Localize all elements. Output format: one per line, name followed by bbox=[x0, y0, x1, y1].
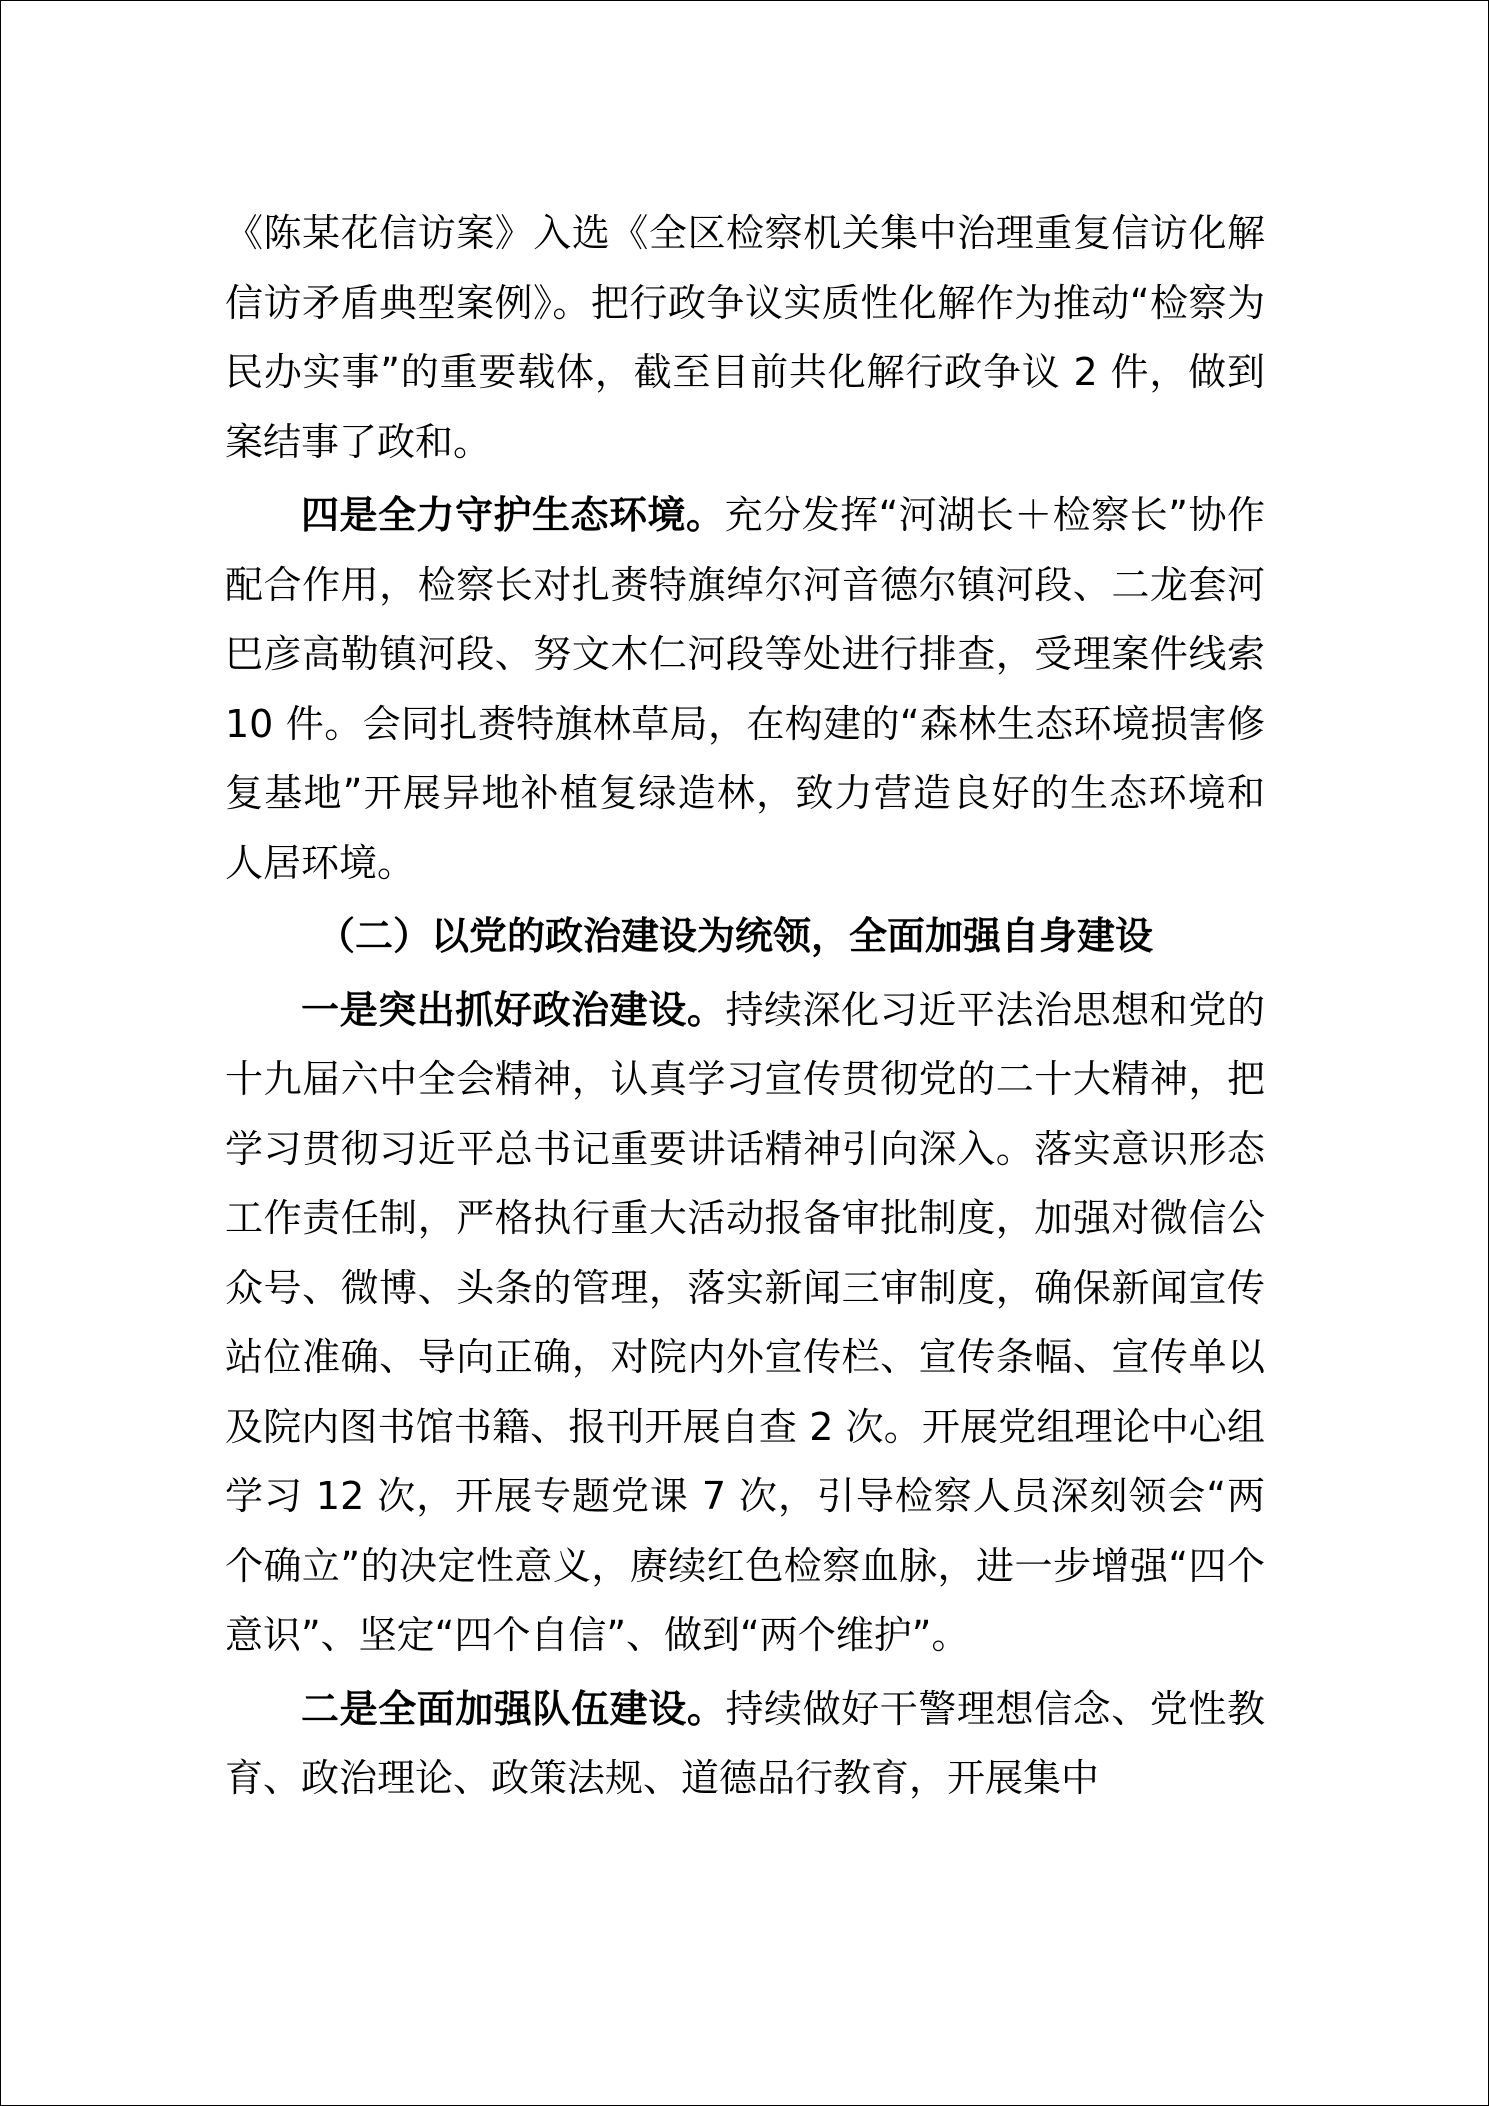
paragraph-case-resolution bbox=[225, 199, 1265, 477]
paragraph-lead: 二是全面加强队伍建设。 bbox=[301, 1686, 726, 1731]
paragraph-political-building bbox=[225, 976, 1265, 1671]
paragraph-text: 持续深化习近平法治思想和党的十九届六中全会精神，认真学习宣传贯彻党的二十大精神，把学习贯彻习近平总书记重要讲话精神引向深入。落实意识形态工作责任制，严格执行重大活动报备审批制度，加强对微信公众号、微博、头条的管理，落实新闻三审制度，确保新闻宣传站位准确、导向正确，对院内外宣传栏、宣传条幅、宣传单以及院内图书馆书籍、报刊开展自查 2 次。开展党组理论中心组学习 12 次，开展专题党课 7 次，引导检察人员深刻领会“两个确立”的决定性意义，赓续红色检察血脉，进一步增强“四个意识”、坚定“四个自信”、做到“两个维护”。 bbox=[225, 987, 1265, 1657]
document-body bbox=[225, 199, 1265, 1814]
paragraph-text: 充分发挥“河湖长＋检察长”协作配合作用，检察长对扎赉特旗绰尔河音德尔镇河段、二龙套河巴彦高勒镇河段、努文木仁河段等处进行排查，受理案件线索 10 件。会同扎赉特旗林草局，在构建的“森林生态环境损害修复基地”开展异地补植复绿造林，致力营造良好的生态环境和人居环境。 bbox=[225, 493, 1265, 885]
paragraph-text: 《陈某花信访案》入选《全区检察机关集中治理重复信访化解信访矛盾典型案例》。把行政争议实质性化解作为推动“检察为民办实事”的重要载体，截至目前共化解行政争议 2 件，做到案结事了政和。 bbox=[225, 211, 1265, 464]
paragraph-text: 持续做好干警理想信念、党性教育、政治理论、政策法规、道德品行教育，开展集中 bbox=[225, 1686, 1265, 1800]
section-heading: （二）以党的政治建设为统领，全面加强自身建设 bbox=[317, 914, 1154, 958]
paragraph-lead: 一是突出抓好政治建设。 bbox=[301, 987, 726, 1032]
paragraph-lead: 四是全力守护生态环境。 bbox=[301, 493, 725, 537]
paragraph-team-building bbox=[225, 1675, 1265, 1814]
paragraph-ecology bbox=[225, 481, 1265, 898]
